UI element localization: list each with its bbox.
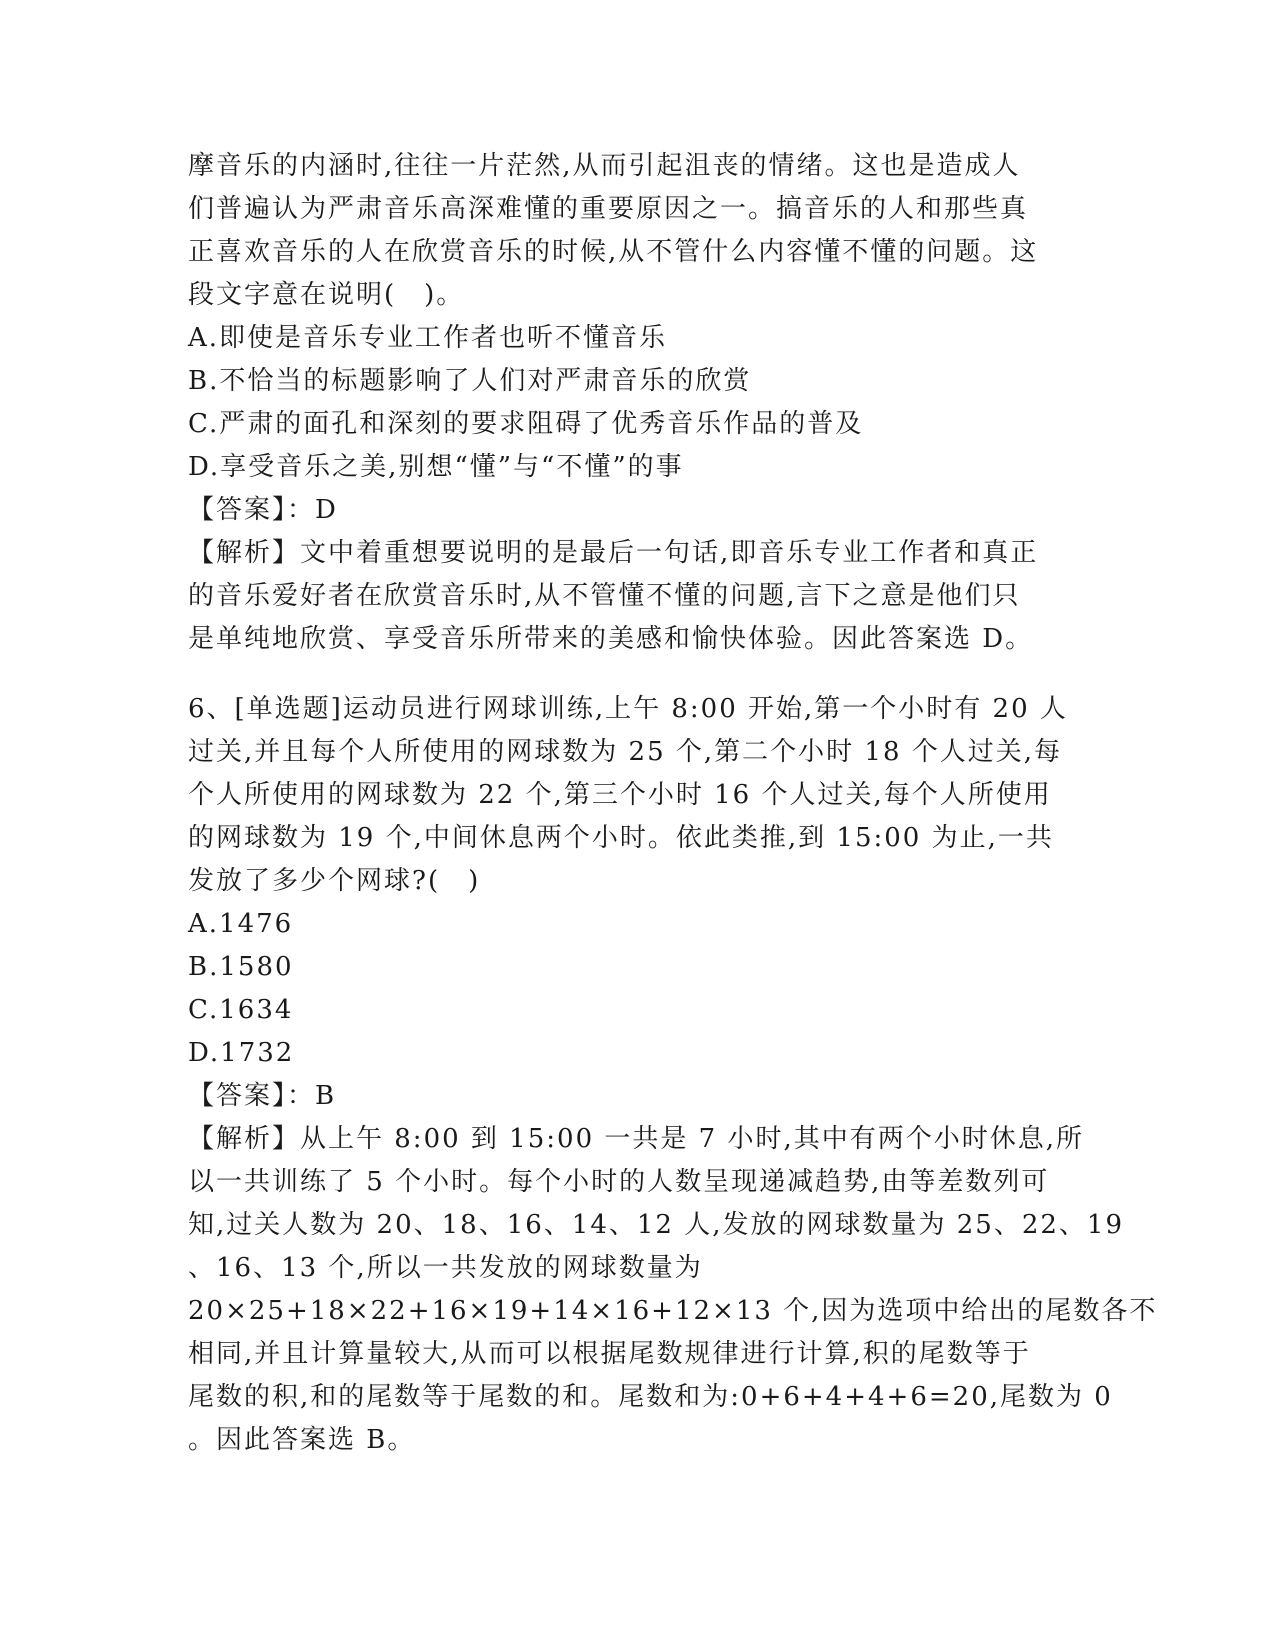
q5-option-a: A.即使是音乐专业工作者也听不懂音乐 bbox=[188, 323, 668, 353]
q6-option-b: B.1580 bbox=[188, 952, 294, 982]
document-page bbox=[188, 145, 1158, 1462]
q6-analysis-line: 相同,并且计算量较大,从而可以根据尾数规律进行计算,积的尾数等于 bbox=[188, 1339, 1031, 1369]
q5-option-d: D.享受音乐之美,别想“懂”与“不懂”的事 bbox=[188, 452, 684, 482]
q5-analysis-line: 的音乐爱好者在欣赏音乐时,从不管懂不懂的问题,言下之意是他们只 bbox=[188, 581, 1021, 611]
q6-analysis-line: 20×25+18×22+16×19+14×16+12×13 个,因为选项中给出的尾数各不 bbox=[188, 1296, 1158, 1326]
q6-stem-line: 的网球数为 19 个,中间休息两个小时。依此类推,到 15:00 为止,一共 bbox=[188, 823, 1054, 853]
question-5 bbox=[188, 145, 1088, 661]
q6-stem-line: 个人所使用的网球数为 22 个,第三个小时 16 个人过关,每个人所使用 bbox=[188, 780, 1052, 810]
q6-option-d: D.1732 bbox=[188, 1038, 295, 1068]
q5-stem-line: 摩音乐的内涵时,往往一片茫然,从而引起沮丧的情绪。这也是造成人 bbox=[188, 151, 1021, 181]
q6-analysis-line: 。因此答案选 B。 bbox=[188, 1425, 416, 1455]
q6-analysis-line: 【解析】从上午 8:00 到 15:00 一共是 7 小时,其中有两个小时休息,所 bbox=[188, 1124, 1084, 1154]
q6-analysis-line: 知,过关人数为 20、18、16、14、12 人,发放的网球数量为 25、22、19 bbox=[188, 1210, 1124, 1240]
q6-analysis-line: 以一共训练了 5 个小时。每个小时的人数呈现递减趋势,由等差数列可 bbox=[188, 1167, 1050, 1197]
question-spacer bbox=[188, 661, 1088, 688]
q5-analysis-line: 是单纯地欣赏、享受音乐所带来的美感和愉快体验。因此答案选 D。 bbox=[188, 624, 1034, 654]
q6-analysis-line: 尾数的积,和的尾数等于尾数的和。尾数和为:0+6+4+4+6=20,尾数为 0 bbox=[188, 1382, 1113, 1412]
q6-option-c: C.1634 bbox=[188, 995, 294, 1025]
q6-answer: 【答案】：B bbox=[188, 1081, 337, 1111]
q5-analysis-line: 【解析】文中着重想要说明的是最后一句话,即音乐专业工作者和真正 bbox=[188, 538, 1039, 568]
q5-stem-line: 们普遍认为严肃音乐高深难懂的重要原因之一。搞音乐的人和那些真 bbox=[188, 194, 1029, 224]
q6-stem-line: 发放了多少个网球?( ) bbox=[188, 866, 481, 896]
q6-option-a: A.1476 bbox=[188, 909, 294, 939]
q5-option-b: B.不恰当的标题影响了人们对严肃音乐的欣赏 bbox=[188, 366, 752, 396]
q6-analysis-line: 、16、13 个,所以一共发放的网球数量为 bbox=[188, 1253, 703, 1283]
question-6 bbox=[188, 688, 1158, 1462]
q5-option-c: C.严肃的面孔和深刻的要求阻碍了优秀音乐作品的普及 bbox=[188, 409, 864, 439]
q5-stem-line: 段文字意在说明( )。 bbox=[188, 280, 465, 310]
q5-answer: 【答案】：D bbox=[188, 495, 338, 525]
q5-stem-line: 正喜欢音乐的人在欣赏音乐的时候,从不管什么内容懂不懂的问题。这 bbox=[188, 237, 1039, 267]
q6-stem-line: 过关,并且每个人所使用的网球数为 25 个,第二个小时 18 个人过关,每 bbox=[188, 737, 1063, 767]
q6-stem-line: 6、[单选题]运动员进行网球训练,上午 8:00 开始,第一个小时有 20 人 bbox=[188, 694, 1068, 724]
